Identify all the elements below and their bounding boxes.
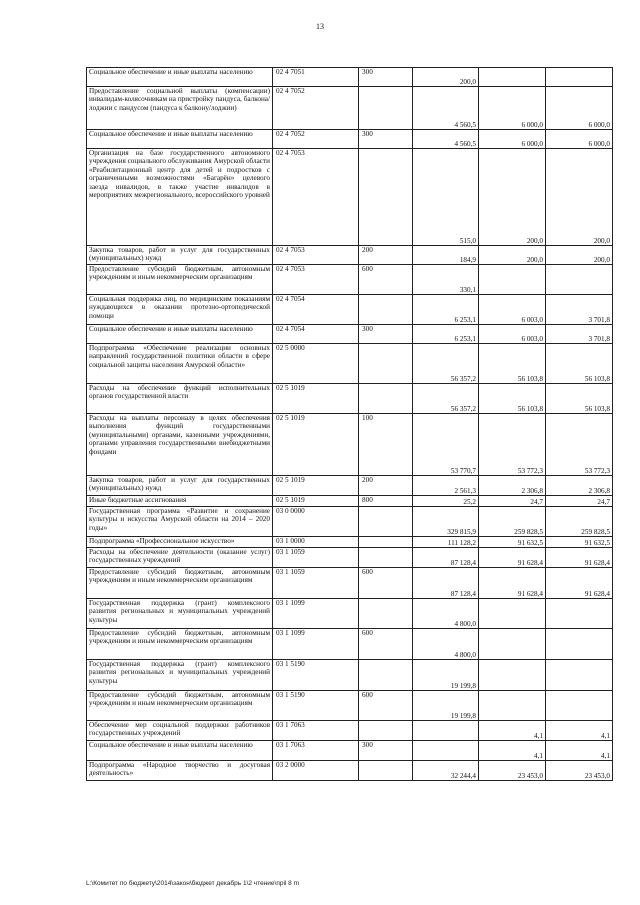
row-name: Закупка товаров, работ и услуг для государственных (муниципальных) нужд [87, 476, 273, 496]
row-name: Социальное обеспечение и иные выплаты населению [87, 130, 273, 149]
row-expense-type [359, 87, 413, 130]
row-amount-2015: 19 199,8 [413, 660, 479, 691]
row-amount-2015: 4 560,5 [413, 87, 479, 130]
row-amount-2015: 4 560,5 [413, 130, 479, 149]
row-target-code: 03 1 5190 [273, 660, 359, 691]
row-amount-2016 [479, 265, 546, 295]
row-amount-2017: 91 632,5 [546, 537, 613, 548]
row-amount-2015: 32 244,4 [413, 761, 479, 781]
row-amount-2017: 6 000,0 [546, 87, 613, 130]
row-amount-2015: 6 253,1 [413, 325, 479, 344]
row-target-code: 02 4 7053 [273, 149, 359, 246]
row-amount-2017 [546, 599, 613, 629]
row-expense-type [359, 761, 413, 781]
row-name: Обеспечение мер социальной поддержки работников государственных учреждений [87, 721, 273, 741]
row-amount-2017: 53 772,3 [546, 414, 613, 476]
row-expense-type: 600 [359, 265, 413, 295]
row-amount-2016: 4,1 [479, 741, 546, 761]
row-expense-type: 600 [359, 568, 413, 599]
row-amount-2017: 91 628,4 [546, 568, 613, 599]
table-row [87, 548, 613, 568]
row-amount-2017: 4,1 [546, 741, 613, 761]
row-expense-type: 200 [359, 246, 413, 265]
row-target-code: 02 5 1019 [273, 496, 359, 507]
table-row [87, 741, 613, 761]
row-amount-2015: 53 770,7 [413, 414, 479, 476]
row-amount-2016: 53 772,3 [479, 414, 546, 476]
row-target-code: 02 5 0000 [273, 344, 359, 384]
row-target-code: 03 1 1059 [273, 548, 359, 568]
table-row [87, 149, 613, 246]
row-amount-2017: 3 701,8 [546, 295, 613, 325]
table-row [87, 761, 613, 781]
row-amount-2016: 200,0 [479, 149, 546, 246]
row-amount-2017: 6 000,0 [546, 130, 613, 149]
row-amount-2016: 4,1 [479, 721, 546, 741]
row-target-code: 03 1 5190 [273, 691, 359, 721]
row-amount-2015: 56 357,2 [413, 344, 479, 384]
row-target-code: 02 4 7054 [273, 325, 359, 344]
row-amount-2017 [546, 691, 613, 721]
page-number: 13 [316, 22, 324, 31]
table-row [87, 629, 613, 660]
row-name: Государственная поддержка (грант) комплексного развития региональных и муниципальных учреждений культуры [87, 599, 273, 629]
row-expense-type [359, 548, 413, 568]
table-row [87, 246, 613, 265]
row-name: Социальное обеспечение и иные выплаты населению [87, 325, 273, 344]
row-amount-2015: 515,0 [413, 149, 479, 246]
row-amount-2015: 87 128,4 [413, 568, 479, 599]
row-name: Подпрограмма «Обеспечение реализации основных направлений государственной политики области в сфере социальной защиты населения Амурской области» [87, 344, 273, 384]
row-expense-type: 100 [359, 414, 413, 476]
row-amount-2016: 91 632,5 [479, 537, 546, 548]
row-name: Предоставление субсидий бюджетным, автономным учреждениям и иным некоммерческим организациям [87, 568, 273, 599]
row-name: Социальная поддержка лиц, по медицинским показаниям нуждающихся в оказании протезно-ортопедической помощи [87, 295, 273, 325]
row-expense-type: 800 [359, 496, 413, 507]
table-row [87, 568, 613, 599]
row-expense-type [359, 295, 413, 325]
table-row [87, 414, 613, 476]
row-expense-type: 300 [359, 130, 413, 149]
row-amount-2016: 24,7 [479, 496, 546, 507]
row-amount-2016 [479, 68, 546, 87]
row-amount-2016 [479, 660, 546, 691]
row-amount-2015: 4 800,0 [413, 599, 479, 629]
row-expense-type [359, 660, 413, 691]
row-target-code: 02 4 7052 [273, 130, 359, 149]
row-target-code: 03 0 0000 [273, 507, 359, 537]
row-name: Предоставление субсидий бюджетным, автономным учреждениям и иным некоммерческим организациям [87, 691, 273, 721]
row-name: Предоставление субсидий бюджетным, автономным учреждениям и иным некоммерческим организациям [87, 629, 273, 660]
row-amount-2015: 111 128,2 [413, 537, 479, 548]
row-amount-2017: 91 628,4 [546, 548, 613, 568]
row-amount-2015 [413, 741, 479, 761]
row-target-code: 02 4 7054 [273, 295, 359, 325]
table-row [87, 344, 613, 384]
row-amount-2016: 259 828,5 [479, 507, 546, 537]
row-amount-2016 [479, 629, 546, 660]
row-expense-type [359, 599, 413, 629]
row-amount-2015: 19 199,8 [413, 691, 479, 721]
table-row [87, 496, 613, 507]
row-amount-2016: 200,0 [479, 246, 546, 265]
table-row [87, 265, 613, 295]
row-amount-2017 [546, 265, 613, 295]
row-amount-2015: 87 128,4 [413, 548, 479, 568]
table-row [87, 507, 613, 537]
row-target-code: 02 5 1019 [273, 384, 359, 414]
row-name: Социальное обеспечение и иные выплаты населению [87, 68, 273, 87]
row-expense-type: 300 [359, 325, 413, 344]
row-expense-type [359, 384, 413, 414]
row-amount-2017: 24,7 [546, 496, 613, 507]
row-expense-type: 600 [359, 629, 413, 660]
row-name: Подпрограмма «Профессиональное искусство» [87, 537, 273, 548]
row-name: Иные бюджетные ассигнования [87, 496, 273, 507]
row-target-code: 03 1 7063 [273, 721, 359, 741]
row-amount-2015: 330,1 [413, 265, 479, 295]
table-row [87, 476, 613, 496]
row-expense-type [359, 721, 413, 741]
row-amount-2015: 200,0 [413, 68, 479, 87]
row-amount-2017: 200,0 [546, 246, 613, 265]
row-amount-2017: 4,1 [546, 721, 613, 741]
row-amount-2016: 6 003,0 [479, 295, 546, 325]
table-row [87, 68, 613, 87]
row-name: Закупка товаров, работ и услуг для государственных (муниципальных) нужд [87, 246, 273, 265]
row-name: Государственная поддержка (грант) комплексного развития региональных и муниципальных учреждений культуры [87, 660, 273, 691]
row-target-code: 02 4 7051 [273, 68, 359, 87]
row-amount-2017: 23 453,0 [546, 761, 613, 781]
table-row [87, 295, 613, 325]
row-expense-type [359, 344, 413, 384]
row-amount-2017: 259 828,5 [546, 507, 613, 537]
table-row [87, 599, 613, 629]
row-name: Подпрограмма «Народное творчество и досуговая деятельность» [87, 761, 273, 781]
row-amount-2015: 184,9 [413, 246, 479, 265]
row-amount-2016: 23 453,0 [479, 761, 546, 781]
row-amount-2015: 2 561,3 [413, 476, 479, 496]
row-target-code: 02 4 7053 [273, 265, 359, 295]
row-name: Расходы на выплаты персоналу в целях обеспечения выполнения функций государственными (муниципальными) органами, казенными учреждениями, органами управления государственными внебюджетными фондами [87, 414, 273, 476]
file-path-footer: L:\Комитет по бюджету\2014\закон\бюджет декабрь 1\2 чтение\прil 8 m [86, 880, 300, 887]
row-expense-type: 300 [359, 68, 413, 87]
row-name: Предоставление субсидий бюджетным, автономным учреждениям и иным некоммерческим организациям [87, 265, 273, 295]
row-target-code: 02 4 7053 [273, 246, 359, 265]
row-amount-2016 [479, 691, 546, 721]
row-amount-2017: 3 701,8 [546, 325, 613, 344]
row-amount-2017: 2 306,8 [546, 476, 613, 496]
row-target-code: 02 4 7052 [273, 87, 359, 130]
row-amount-2016: 6 000,0 [479, 130, 546, 149]
table-row [87, 325, 613, 344]
row-name: Организация на базе государственного автономного учреждения социального обслуживания Амурской области «Реабилитационный центр для детей и подростков с ограниченными возможностями «Багарён» целевого заезда инвалидов, в также участие инвалидов в мероприятиях межрегионального, всероссийского уровней [87, 149, 273, 246]
row-amount-2015 [413, 721, 479, 741]
table-row [87, 384, 613, 414]
table-row [87, 721, 613, 741]
row-amount-2016: 91 628,4 [479, 548, 546, 568]
row-amount-2015: 56 357,2 [413, 384, 479, 414]
table-row [87, 87, 613, 130]
row-name: Государственная программа «Развитие и сохранение культуры и искусства Амурской области на 2014 – 2020 годы» [87, 507, 273, 537]
row-amount-2017: 56 103,8 [546, 384, 613, 414]
row-target-code: 03 1 1099 [273, 599, 359, 629]
row-amount-2016 [479, 599, 546, 629]
row-name: Расходы на обеспечение функций исполнительных органов государственной власти [87, 384, 273, 414]
row-target-code: 03 1 1059 [273, 568, 359, 599]
row-amount-2015: 6 253,1 [413, 295, 479, 325]
row-target-code: 02 5 1019 [273, 476, 359, 496]
row-amount-2017: 56 103,8 [546, 344, 613, 384]
row-target-code: 02 5 1019 [273, 414, 359, 476]
row-amount-2016: 91 628,4 [479, 568, 546, 599]
row-amount-2016: 56 103,8 [479, 344, 546, 384]
table-row [87, 130, 613, 149]
row-target-code: 03 2 0000 [273, 761, 359, 781]
row-expense-type: 300 [359, 741, 413, 761]
row-name: Социальное обеспечение и иные выплаты населению [87, 741, 273, 761]
row-amount-2016: 56 103,8 [479, 384, 546, 414]
row-amount-2017 [546, 629, 613, 660]
table-row [87, 691, 613, 721]
row-amount-2016: 6 003,0 [479, 325, 546, 344]
row-amount-2016: 2 306,8 [479, 476, 546, 496]
row-amount-2015: 4 800,0 [413, 629, 479, 660]
row-expense-type: 200 [359, 476, 413, 496]
row-amount-2015: 25,2 [413, 496, 479, 507]
row-amount-2016: 6 000,0 [479, 87, 546, 130]
table-row [87, 537, 613, 548]
row-expense-type [359, 537, 413, 548]
row-name: Расходы на обеспечение деятельности (оказание услуг) государственных учреждений [87, 548, 273, 568]
table-row [87, 660, 613, 691]
row-expense-type [359, 507, 413, 537]
row-amount-2017 [546, 660, 613, 691]
row-target-code: 03 1 7063 [273, 741, 359, 761]
row-target-code: 03 1 1099 [273, 629, 359, 660]
row-amount-2015: 329 815,9 [413, 507, 479, 537]
row-expense-type [359, 149, 413, 246]
budget-table-body [87, 68, 613, 781]
row-expense-type: 600 [359, 691, 413, 721]
row-amount-2017 [546, 68, 613, 87]
row-target-code: 03 1 0000 [273, 537, 359, 548]
row-amount-2017: 200,0 [546, 149, 613, 246]
budget-table [86, 67, 613, 781]
row-name: Предоставление социальной выплаты (компенсации) инвалидам-колясочникам на пристройку пандуса, балкона/лоджии с пандусом (пандуса к балкону/лоджии) [87, 87, 273, 130]
